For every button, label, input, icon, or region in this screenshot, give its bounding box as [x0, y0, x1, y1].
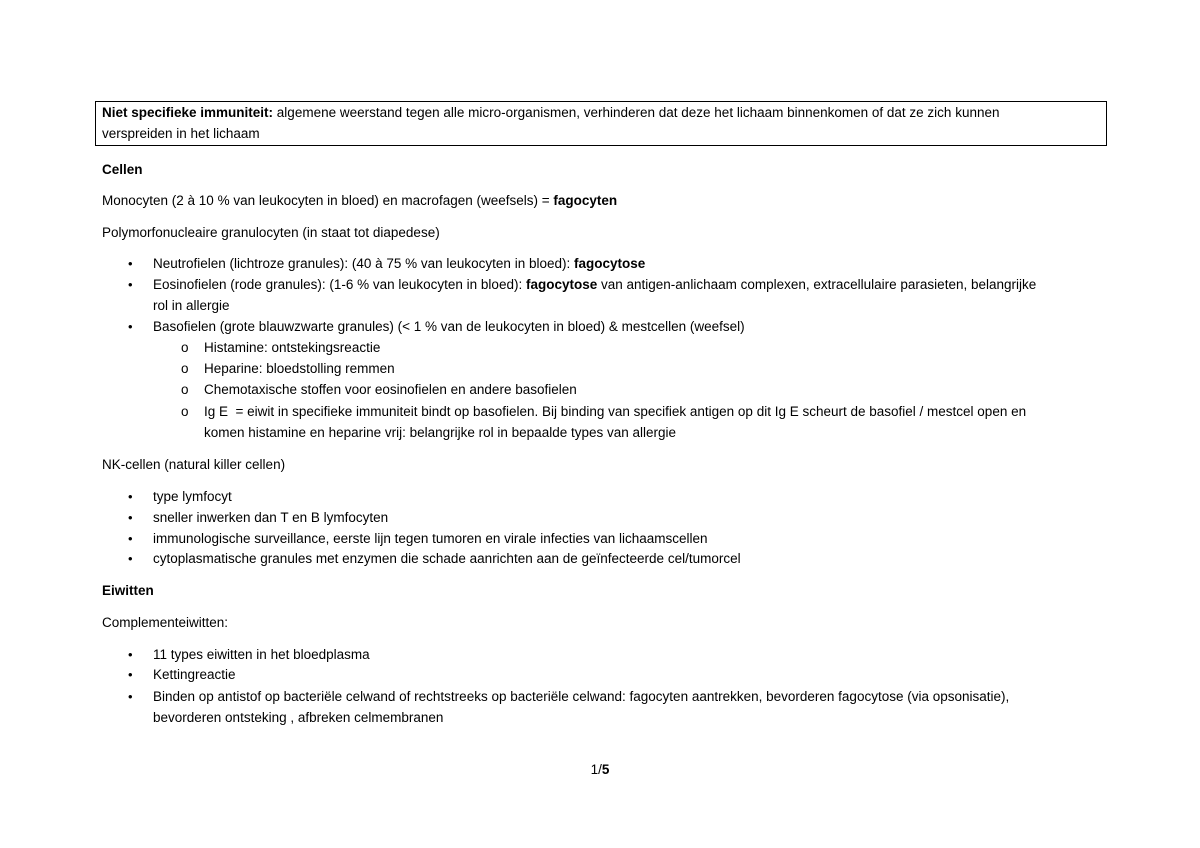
bullet-marker: • — [128, 689, 133, 704]
list-item-nk — [0, 551, 1200, 567]
page-current: 1 — [590, 762, 599, 777]
list-item-text — [153, 256, 645, 272]
list-item-neutrofielen — [0, 256, 1200, 272]
sub-bullet-marker: o — [181, 361, 189, 376]
definition-term: Niet specifieke immuniteit: — [102, 105, 274, 120]
bullet-marker: • — [128, 667, 133, 682]
bullet-marker: • — [128, 510, 133, 525]
list-item-basofielen — [0, 319, 1200, 335]
paragraph-text: Complementeiwitten: — [102, 615, 229, 630]
list-item-nk — [0, 510, 1200, 526]
list-item-eosinofielen — [0, 277, 1200, 313]
paragraph-text: Polymorfonucleaire granulocyten (in staat tot diapedese) — [102, 225, 440, 240]
sub-list-item-text: Chemotaxische stoffen voor eosinofielen en andere basofielen — [204, 382, 577, 397]
definition-box — [95, 101, 1107, 146]
list-item-nk — [0, 531, 1200, 547]
sub-list-item-heparine — [0, 361, 1200, 377]
list-item-text: cytoplasmatische granules met enzymen die schade aanrichten aan de geïnfecteerde cel/tumorcel — [153, 551, 741, 566]
bullet-marker: • — [128, 277, 133, 292]
list-item-nk — [0, 489, 1200, 505]
definition-line-2 — [102, 126, 260, 142]
paragraph-monocyten — [0, 193, 1200, 209]
sub-list-item-text-continued: komen histamine en heparine vrij: belangrijke rol in bepaalde types van allergie — [204, 425, 677, 440]
page-total: 5 — [601, 762, 610, 777]
list-item-emphasis: fagocytose — [525, 277, 598, 292]
heading-text: Cellen — [102, 162, 143, 177]
bullet-marker: • — [128, 489, 133, 504]
bullet-marker: • — [128, 319, 133, 334]
paragraph-complementeiwitten — [0, 615, 1200, 631]
definition-line-1 — [102, 105, 999, 121]
heading-text: Eiwitten — [102, 583, 154, 598]
list-item-complement — [0, 647, 1200, 663]
list-item-emphasis: fagocytose — [573, 256, 646, 271]
sub-list-item-histamine — [0, 340, 1200, 356]
list-item-text-continued: bevorderen ontsteking , afbreken celmembranen — [153, 710, 444, 725]
list-item-text: immunologische surveillance, eerste lijn tegen tumoren en virale infecties van lichaamscellen — [153, 531, 708, 546]
definition-text-continued: verspreiden in het lichaam — [102, 126, 260, 141]
bullet-marker: • — [128, 647, 133, 662]
list-item-text: Binden op antistof op bacteriële celwand of rechtstreeks op bacteriële celwand: fagocyten aantrekken, bevorderen fagocytose (via opsonisatie), — [153, 689, 1010, 704]
page-separator: / — [598, 762, 602, 777]
sub-bullet-marker: o — [181, 382, 189, 397]
list-item-text: 11 types eiwitten in het bloedplasma — [153, 647, 370, 662]
section-heading-eiwitten — [0, 583, 1200, 599]
list-item-complement — [0, 667, 1200, 683]
list-item-complement — [0, 689, 1200, 725]
list-item-run: Neutrofielen (lichtroze granules): (40 à 75 % van leukocyten in bloed): — [153, 256, 574, 271]
sub-list-item-text: Histamine: ontstekingsreactie — [204, 340, 381, 355]
bullet-marker: • — [128, 551, 133, 566]
list-item-text-continued: rol in allergie — [153, 298, 230, 313]
paragraph-text — [102, 193, 617, 209]
sub-list-item-text: Heparine: bloedstolling remmen — [204, 361, 395, 376]
list-item-text: Kettingreactie — [153, 667, 236, 682]
sub-bullet-marker: o — [181, 404, 189, 419]
sub-list-item-ig-e — [0, 404, 1200, 440]
page-number — [0, 762, 1200, 778]
list-item-text: sneller inwerken dan T en B lymfocyten — [153, 510, 389, 525]
paragraph-granulocyten — [0, 225, 1200, 241]
list-item-text: Basofielen (grote blauwzwarte granules) (< 1 % van de leukocyten in bloed) & mestcellen (weefsel) — [153, 319, 745, 334]
list-item-text: type lymfocyt — [153, 489, 232, 504]
paragraph-text: NK-cellen (natural killer cellen) — [102, 457, 286, 472]
sub-bullet-marker: o — [181, 340, 189, 355]
list-item-run: Eosinofielen (rode granules): (1-6 % van leukocyten in bloed): — [153, 277, 526, 292]
list-item-run: van antigen-anlichaam complexen, extracellulaire parasieten, belangrijke — [597, 277, 1037, 292]
section-heading-cellen — [0, 162, 1200, 178]
definition-text: algemene weerstand tegen alle micro-organismen, verhinderen dat deze het lichaam binnenkomen of dat ze zich kunnen — [273, 105, 1000, 120]
bullet-marker: • — [128, 256, 133, 271]
sub-list-item-text: Ig E = eiwit in specifieke immuniteit bindt op basofielen. Bij binding van specifiek antigen op dit Ig E scheurt de basofiel / mestcel open en — [204, 404, 1027, 419]
paragraph-nk-cellen — [0, 457, 1200, 473]
paragraph-run: Monocyten (2 à 10 % van leukocyten in bloed) en macrofagen (weefsels) = — [102, 193, 554, 208]
paragraph-emphasis: fagocyten — [553, 193, 618, 208]
sub-list-item-chemotaxische-stoffen — [0, 382, 1200, 398]
list-item-text — [153, 277, 1036, 293]
bullet-marker: • — [128, 531, 133, 546]
